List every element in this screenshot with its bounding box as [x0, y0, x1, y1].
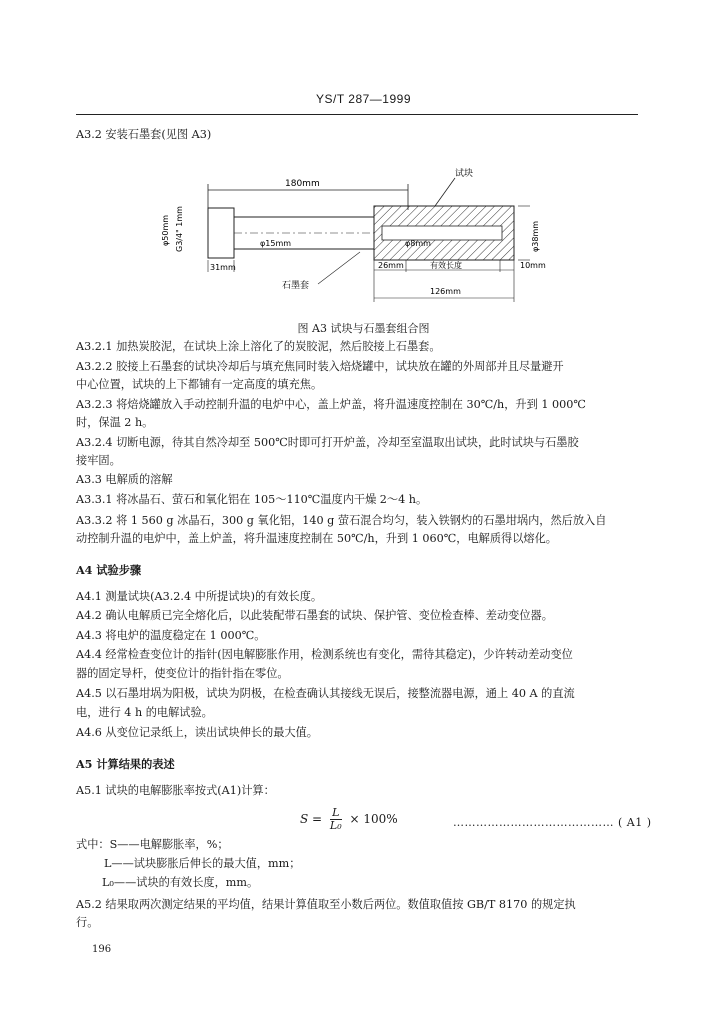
formula-lhs: S = [300, 812, 323, 826]
dim-50-label: φ50mm [161, 214, 170, 246]
where-clause: L₀——试块的有效长度，mm。 [102, 876, 259, 889]
where-clause: L——试块膨胀后伸长的最大值，mm； [104, 857, 301, 870]
thread-label: G3/4" 1mm [175, 206, 184, 252]
text-line: A3.2.1 加热炭胶泥，在试块上涂上溶化了的炭胶泥，然后胶接上石墨套。 [76, 340, 441, 353]
label-sample: 试块 [455, 169, 474, 179]
text-line: A4.6 从变位记录纸上，读出试块伸长的最大值。 [76, 726, 318, 739]
formula-label [453, 816, 652, 829]
text-line: 电，进行 4 h 的电解试验。 [76, 706, 213, 719]
where-clause: 式中：S——电解膨胀率，%； [76, 838, 229, 851]
text-line: A4.4 经常检查变位计的指针(因电解膨胀作用，检测系统也有变化，需待其稳定)，少许转动差动变位 [76, 648, 573, 661]
text-line: A4.3 将电炉的温度稳定在 1 000℃。 [76, 629, 266, 642]
standard-number: YS/T 287—1999 [315, 92, 411, 106]
section-heading: A5 计算结果的表述 [76, 757, 175, 771]
formula-rhs: × 100% [349, 812, 398, 826]
text-line: 时，保温 2 h。 [76, 416, 154, 429]
section-a32-title: A3.2 安装石墨套(见图 A3) [76, 128, 212, 141]
formula-denominator: L₀ [329, 819, 342, 832]
dim-180-label: 180mm [285, 179, 320, 189]
formula-a1 [300, 807, 398, 832]
text-line: 中心位置，试块的上下都铺有一定高度的填充焦。 [76, 378, 323, 391]
page-number: 196 [92, 944, 112, 955]
text-line: A5.1 试块的电解膨胀率按式(A1)计算： [76, 784, 275, 797]
text-line: A3.2.3 将焙烧罐放入手动控制升温的电炉中心，盖上炉盖，将升温速度控制在 30℃/h，升到 1 000℃ [76, 398, 586, 411]
dim-15-label: φ15mm [260, 239, 292, 248]
text-line: A3.2.2 胶接上石墨套的试块冷却后与填充焦同时装入焙烧罐中，试块放在罐的外周部并且尽量避开 [76, 360, 564, 373]
formula-fraction [330, 807, 342, 832]
header-rule [76, 114, 638, 115]
text-line: 动控制升温的电炉中，盖上炉盖，将升温速度控制在 50℃/h，升到 1 060℃，电解质得以熔化。 [76, 532, 557, 545]
formula-dots: …………………………………… [453, 816, 614, 829]
text-line: 器的固定导杆，使变位计的指针指在零位。 [76, 667, 289, 680]
effective-length-label: 有效长度 [430, 261, 462, 270]
dim-26-label: 26mm [378, 261, 404, 270]
dim-38-label: φ38mm [531, 220, 540, 252]
dim-10-label: 10mm [520, 261, 546, 270]
text-line: 接牢固。 [76, 454, 121, 467]
figure-caption: 图 A3 试块与石墨套组合图 [297, 322, 430, 335]
formula-numerator: L [330, 807, 342, 820]
label-graphite: 石墨套 [282, 281, 310, 291]
text-line: A4.2 确认电解质已完全熔化后，以此装配带石墨套的试块、保护管、变位检查棒、差动变位器。 [76, 609, 553, 622]
formula-number: ( A1 ) [618, 816, 652, 829]
text-line: A5.2 结果取两次测定结果的平均值，结果计算值取至小数后两位。数值取值按 GB/T 8170 的规定执 [76, 898, 576, 911]
text-line: A3.2.4 切断电源，待其自然冷却至 500℃时即可打开炉盖，冷却至室温取出试块，此时试块与石墨胶 [76, 436, 579, 449]
text-line: A3.3.1 将冰晶石、萤石和氧化铝在 105～110℃温度内干燥 2～4 h。 [76, 493, 428, 506]
section-heading: A4 试验步骤 [76, 563, 142, 577]
dim-126-label: 126mm [430, 287, 461, 296]
text-line: A3.3.2 将 1 560 g 冰晶石，300 g 氧化铝，140 g 萤石混合均匀，装入铁钢灼的石墨坩埚内，然后放入自 [76, 514, 607, 527]
assembly-diagram [150, 160, 570, 320]
text-line: A4.5 以石墨坩埚为阳极，试块为阴极，在检查确认其接线无误后，接整流器电源，通上 40 A 的直流 [76, 687, 575, 700]
text-line: A4.1 测量试块(A3.2.4 中所提试块)的有效长度。 [76, 590, 323, 603]
dim-8-label: φ8mm [405, 239, 431, 248]
text-line: 行。 [76, 916, 99, 929]
section-heading: A3.3 电解质的溶解 [76, 473, 173, 486]
dim-31-label: 31mm [210, 263, 236, 272]
graphite-head [208, 208, 234, 258]
